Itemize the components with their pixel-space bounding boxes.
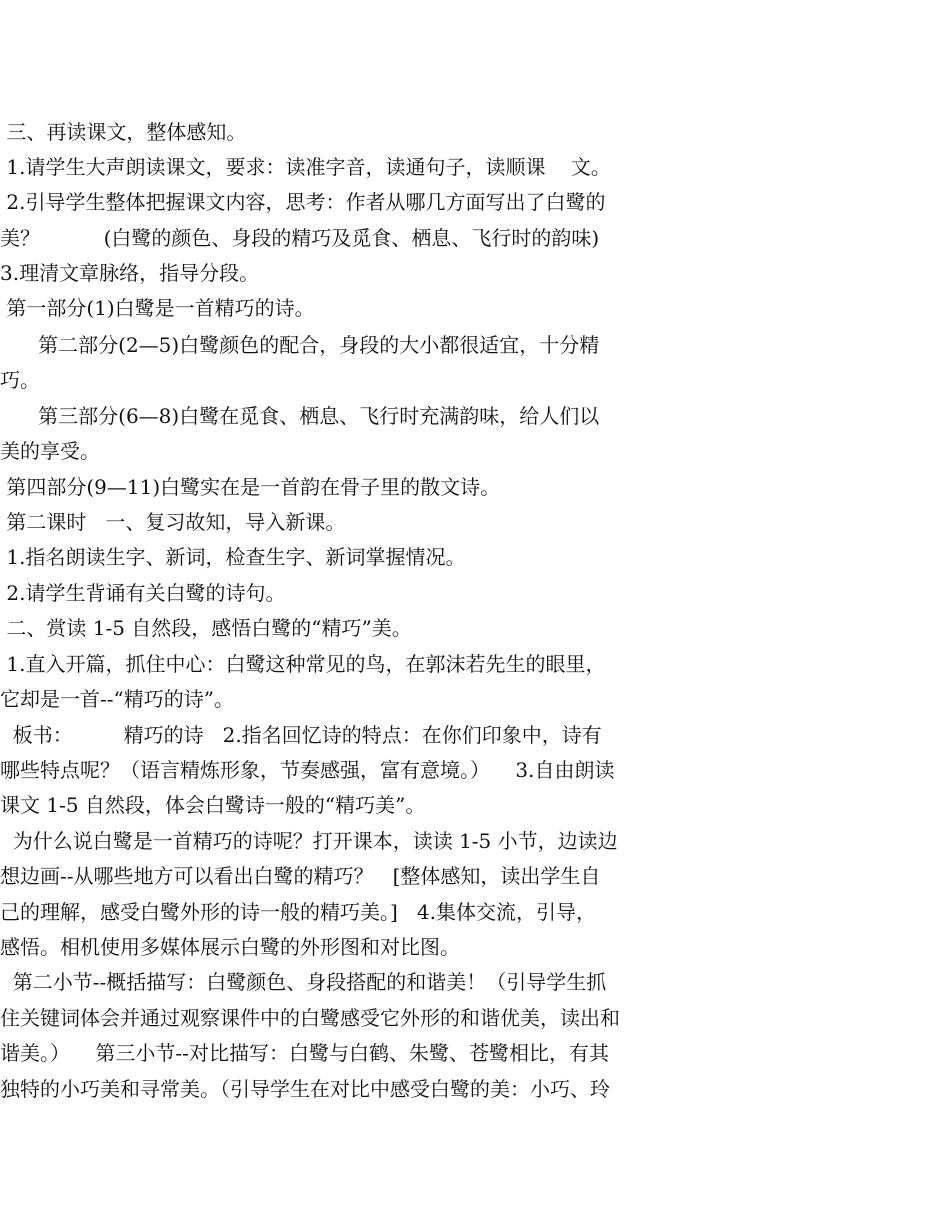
- text-line: 二、赏读 1-5 自然段，感悟白鹭的“精巧”美。: [0, 616, 412, 640]
- text-line: 独特的小巧美和寻常美。（引导学生在对比中感受白鹭的美：小巧、玲: [0, 1077, 610, 1101]
- text-line: 哪些特点呢？（语言精炼形象，节奏感强，富有意境。） 3.自由朗读: [0, 758, 615, 782]
- text-line: 想边画--从哪些地方可以看出白鹭的精巧？ [整体感知，读出学生自: [0, 864, 601, 888]
- text-line: 课文 1-5 自然段，体会白鹭诗一般的“精巧美”。: [0, 793, 426, 817]
- text-line: 板书： 精巧的诗 2.指名回忆诗的特点：在你们印象中，诗有: [0, 723, 602, 747]
- text-line: 第二小节--概括描写：白鹭颜色、身段搭配的和谐美！（引导学生抓: [0, 970, 607, 994]
- text-line: 巧。: [0, 368, 40, 392]
- text-line: 谐美。） 第三小节--对比描写：白鹭与白鹤、朱鹭、苍鹭相比，有其: [0, 1041, 609, 1065]
- text-line: 住关键词体会并通过观察课件中的白鹭感受它外形的和谐优美，读出和: [0, 1006, 620, 1030]
- text-line: 1.请学生大声朗读课文，要求：读准字音，读通句子，读顺课 文。: [0, 155, 611, 179]
- text-line: 2.请学生背诵有关白鹭的诗句。: [0, 581, 286, 605]
- text-line: 第二部分(2—5)白鹭颜色的配合，身段的大小都很适宜，十分精: [0, 333, 600, 357]
- text-line: 第三部分(6—8)白鹭在觅食、栖息、飞行时充满韵味，给人们以: [0, 404, 600, 428]
- text-line: 己的理解，感受白鹭外形的诗一般的精巧美。] 4.集体交流，引导，: [0, 900, 596, 924]
- text-line: 感悟。相机使用多媒体展示白鹭的外形图和对比图。: [0, 935, 460, 959]
- text-line: 第一部分(1)白鹭是一首精巧的诗。: [0, 296, 315, 320]
- text-line: 为什么说白鹭是一首精巧的诗呢？打开课本，读读 1-5 小节，边读边: [0, 829, 618, 853]
- text-line: 美的享受。: [0, 439, 100, 463]
- text-line: 它却是一首--“精巧的诗”。: [0, 687, 234, 711]
- text-line: 1.直入开篇，抓住中心：白鹭这种常见的鸟，在郭沫若先生的眼里，: [0, 652, 606, 676]
- text-line: 1.指名朗读生字、新词，检查生字、新词掌握情况。: [0, 545, 466, 569]
- text-line: 美？ (白鹭的颜色、身段的精巧及觅食、栖息、飞行时的韵味): [0, 226, 600, 250]
- text-line: 3.理清文章脉络，指导分段。: [0, 261, 260, 285]
- text-line: 第二课时 一、复习故知，导入新课。: [0, 510, 346, 534]
- text-line: 2.引导学生整体把握课文内容，思考：作者从哪几方面写出了白鹭的: [0, 190, 606, 214]
- text-line: 三、再读课文，整体感知。: [0, 120, 247, 144]
- text-line: 第四部分(9—11)白鹭实在是一首韵在骨子里的散文诗。: [0, 475, 501, 499]
